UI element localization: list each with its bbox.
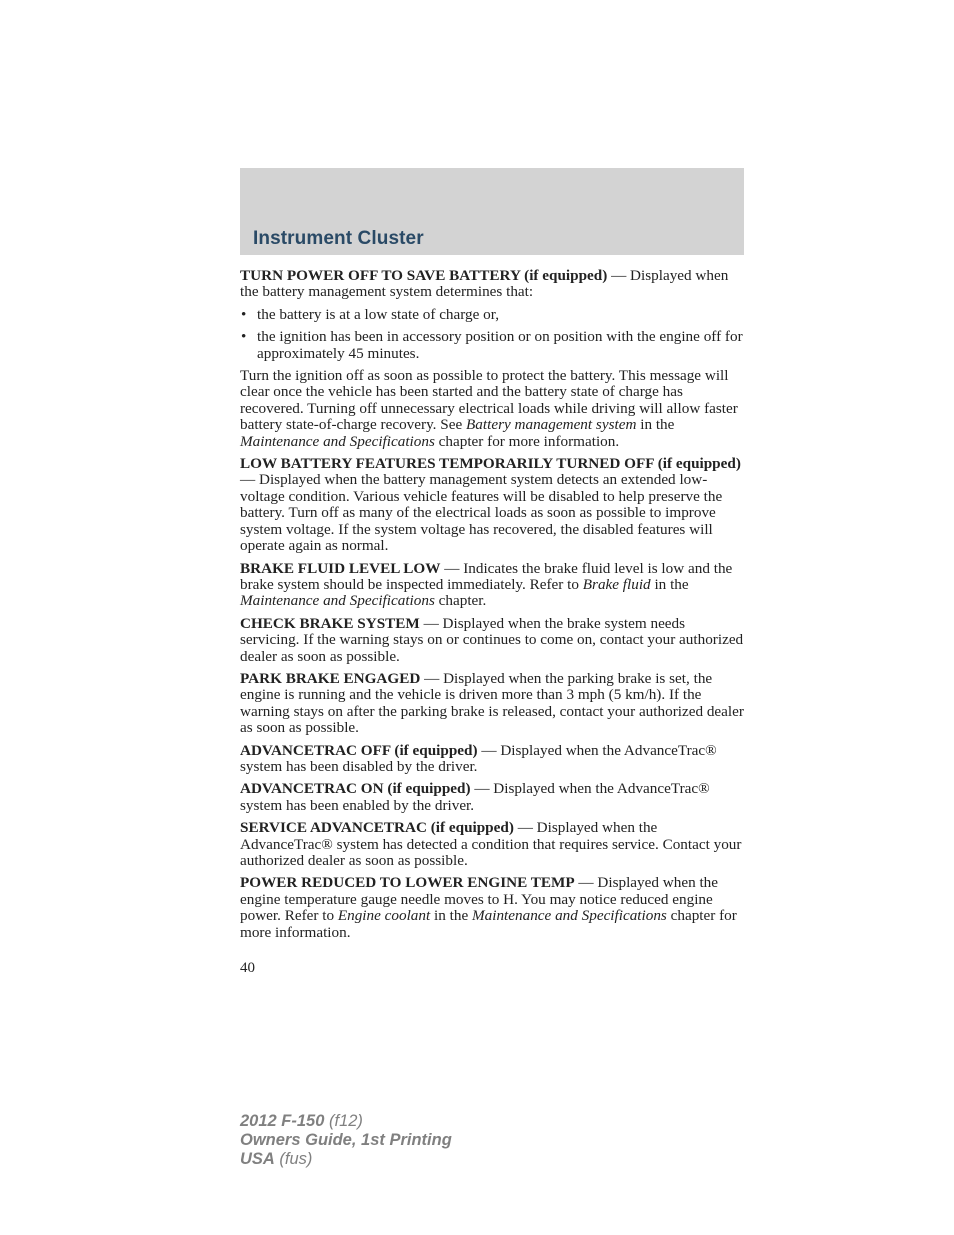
- bullet-list: [240, 307, 744, 362]
- paragraph-advancetrac-on: ADVANCETRAC ON (if equipped) — Displayed when the AdvanceTrac® system has been enabled by the driver.: [240, 780, 710, 814]
- paragraph-power-reduced: POWER REDUCED TO LOWER ENGINE TEMP — Displayed when the engine temperature gauge needle moves to H. You may notice reduced engine power. Refer to Engine coolant in the Maintenance and Specifications chapter for more information.: [240, 874, 737, 941]
- list-item: • the battery is at a low state of charge or,: [241, 305, 500, 323]
- paragraph-low-battery-features: LOW BATTERY FEATURES TEMPORARILY TURNED OFF (if equipped) — Displayed when the battery management system detects an extended low-voltage condition. Various vehicle features will be disabled to help preserve the battery. Turn off as many of the electrical loads as soon as possible to improve system voltage. If the system voltage has recovered, the disabled features will operate again as normal.: [240, 455, 741, 555]
- paragraph-brake-fluid: BRAKE FLUID LEVEL LOW — Indicates the brake fluid level is low and the brake system should be inspected immediately. Refer to Brake fluid in the Maintenance and Specifications chapter.: [240, 559, 733, 610]
- heading-low-battery-features: LOW BATTERY FEATURES TEMPORARILY TURNED OFF (if equipped): [240, 455, 741, 473]
- heading-brake-fluid: BRAKE FLUID LEVEL LOW: [240, 559, 441, 577]
- heading-park-brake: PARK BRAKE ENGAGED: [240, 669, 421, 687]
- list-item: • the ignition has been in accessory position or on position with the engine off for approximately 45 minutes.: [241, 328, 743, 362]
- section-title: Instrument Cluster: [253, 228, 424, 249]
- paragraph-advancetrac-off: ADVANCETRAC OFF (if equipped) — Displayed when the AdvanceTrac® system has been disabled by the driver.: [240, 741, 717, 775]
- paragraph-park-brake: PARK BRAKE ENGAGED — Displayed when the parking brake is set, the engine is running and the vehicle is driven more than 3 mph (5 km/h). If the warning stays on after the parking brake is released, contact your authorized dealer as soon as possible.: [240, 669, 744, 737]
- page-number: 40: [240, 960, 255, 976]
- heading-service-advancetrac: SERVICE ADVANCETRAC (if equipped): [240, 819, 514, 837]
- paragraph-service-advancetrac: SERVICE ADVANCETRAC (if equipped) — Displayed when the AdvanceTrac® system has detected a condition that requires service. Contact your authorized dealer as soon as possible.: [240, 819, 742, 869]
- page-content: [240, 268, 744, 947]
- paragraph-battery-info: Turn the ignition off as soon as possible to protect the battery. This message will clear once the vehicle has been started and the battery state of charge has recovered. Turning off unnecessary electrical loads while driving will allow faster battery state-of-charge recovery. See Battery management system in the Maintenance and Specifications chapter for more information.: [240, 367, 738, 450]
- footer-line-3: USA (fus): [240, 1150, 313, 1168]
- bullet-icon: •: [241, 328, 247, 346]
- heading-power-reduced: POWER REDUCED TO LOWER ENGINE TEMP: [240, 874, 575, 892]
- bullet-icon: •: [241, 305, 247, 323]
- heading-turn-power-off: TURN POWER OFF TO SAVE BATTERY (if equipped): [240, 267, 608, 284]
- heading-check-brake: CHECK BRAKE SYSTEM: [240, 614, 420, 632]
- heading-advancetrac-off: ADVANCETRAC OFF (if equipped): [240, 741, 478, 759]
- heading-advancetrac-on: ADVANCETRAC ON (if equipped): [240, 780, 471, 798]
- paragraph-turn-power-off: TURN POWER OFF TO SAVE BATTERY (if equipped) — Displayed when the battery management system determines that:: [240, 267, 729, 301]
- footer-line-1: 2012 F-150 (f12): [240, 1112, 363, 1130]
- paragraph-check-brake: CHECK BRAKE SYSTEM — Displayed when the brake system needs servicing. If the warning stays on or continues to come on, contact your authorized dealer as soon as possible.: [240, 614, 744, 665]
- footer-line-2: Owners Guide, 1st Printing: [240, 1131, 452, 1149]
- document-footer: [240, 1112, 452, 1169]
